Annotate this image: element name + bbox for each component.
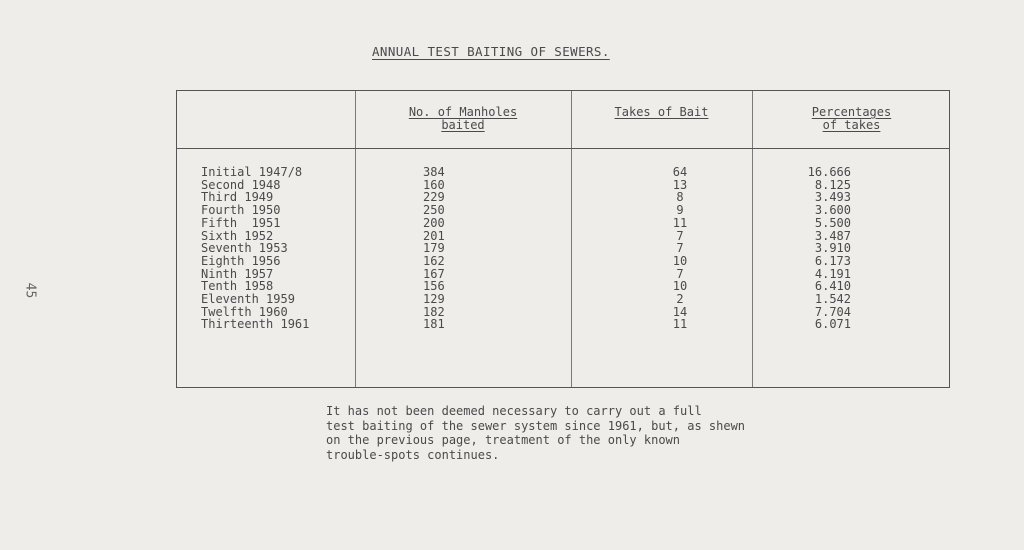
table-row-label: Thirteenth 1961: [201, 317, 310, 332]
table-cell-manholes: 167: [423, 266, 445, 281]
table-cell-takes: 13: [672, 177, 688, 192]
table-row-label: Eleventh 1959: [201, 292, 295, 307]
table-cell-percent: 3.910: [814, 241, 851, 256]
page-number: 45: [22, 282, 38, 299]
table-cell-manholes: 200: [423, 215, 445, 230]
table-row-label: Tenth 1958: [201, 279, 274, 294]
table-cell-takes: 7: [676, 266, 684, 281]
column-labels: [201, 166, 309, 331]
table-cell-takes: 9: [676, 203, 684, 218]
table-cell-takes: 11: [672, 317, 688, 332]
table-cell-manholes: 160: [423, 177, 445, 192]
page-title: ANNUAL TEST BAITING OF SEWERS.: [372, 44, 610, 59]
table-cell-manholes: 179: [423, 241, 445, 256]
footnote-paragraph: It has not been deemed necessary to carry out a full test baiting of the sewer system since 1961, but, as shewn on the previous page, treatment of the only known trouble-spots continues.: [326, 404, 746, 462]
header-manholes: No. of Manholes baited: [408, 105, 518, 132]
column-percent: [789, 166, 851, 331]
table-cell-takes: 10: [672, 279, 688, 294]
table-cell-percent: 6.410: [814, 279, 851, 294]
table-row-label: Initial 1947/8: [201, 165, 303, 179]
header-divider: [177, 148, 949, 149]
table-row-label: Ninth 1957: [201, 266, 274, 281]
column-divider: [355, 91, 356, 387]
table-cell-percent: 16.666: [807, 165, 851, 179]
table-cell-takes: 2: [676, 292, 684, 307]
table-cell-manholes: 250: [423, 203, 445, 218]
table-row-label: Seventh 1953: [201, 241, 288, 256]
table-row-label: Fifth 1951: [201, 215, 281, 230]
table-cell-manholes: 384: [423, 165, 445, 179]
column-manholes: [423, 166, 445, 331]
column-takes: [665, 166, 695, 331]
table-row-label: Twelfth 1960: [201, 304, 288, 319]
table-cell-percent: 1.542: [814, 292, 851, 307]
table-cell-manholes: 156: [423, 279, 445, 294]
table-cell-manholes: 129: [423, 292, 445, 307]
header-takes: Takes of Bait: [614, 105, 709, 119]
table-row-label: Third 1949: [201, 190, 274, 205]
column-divider: [752, 91, 753, 387]
table-row-label: Eighth 1956: [201, 253, 281, 268]
data-table: [176, 90, 950, 388]
column-divider: [571, 91, 572, 387]
table-cell-takes: 14: [672, 304, 688, 319]
table-cell-manholes: 182: [423, 304, 445, 319]
table-cell-percent: 3.487: [814, 228, 851, 243]
table-row-label: Second 1948: [201, 177, 281, 192]
table-cell-takes: 7: [676, 228, 684, 243]
table-cell-percent: 6.173: [814, 253, 851, 268]
table-cell-manholes: 162: [423, 253, 445, 268]
table-cell-percent: 8.125: [814, 177, 851, 192]
table-row-label: Sixth 1952: [201, 228, 274, 243]
table-cell-takes: 64: [672, 165, 688, 179]
table-cell-percent: 3.493: [814, 190, 851, 205]
table-cell-percent: 6.071: [814, 317, 851, 332]
table-cell-takes: 7: [676, 241, 684, 256]
table-row-label: Fourth 1950: [201, 203, 281, 218]
table-cell-manholes: 229: [423, 190, 445, 205]
table-cell-manholes: 201: [423, 228, 445, 243]
table-cell-percent: 7.704: [814, 304, 851, 319]
header-percent: Percentages of takes: [811, 105, 892, 132]
table-cell-takes: 8: [676, 190, 684, 205]
table-cell-takes: 11: [672, 215, 688, 230]
table-cell-percent: 3.600: [814, 203, 851, 218]
table-cell-takes: 10: [672, 253, 688, 268]
table-cell-percent: 4.191: [814, 266, 851, 281]
table-cell-manholes: 181: [423, 317, 445, 332]
table-cell-percent: 5.500: [814, 215, 851, 230]
